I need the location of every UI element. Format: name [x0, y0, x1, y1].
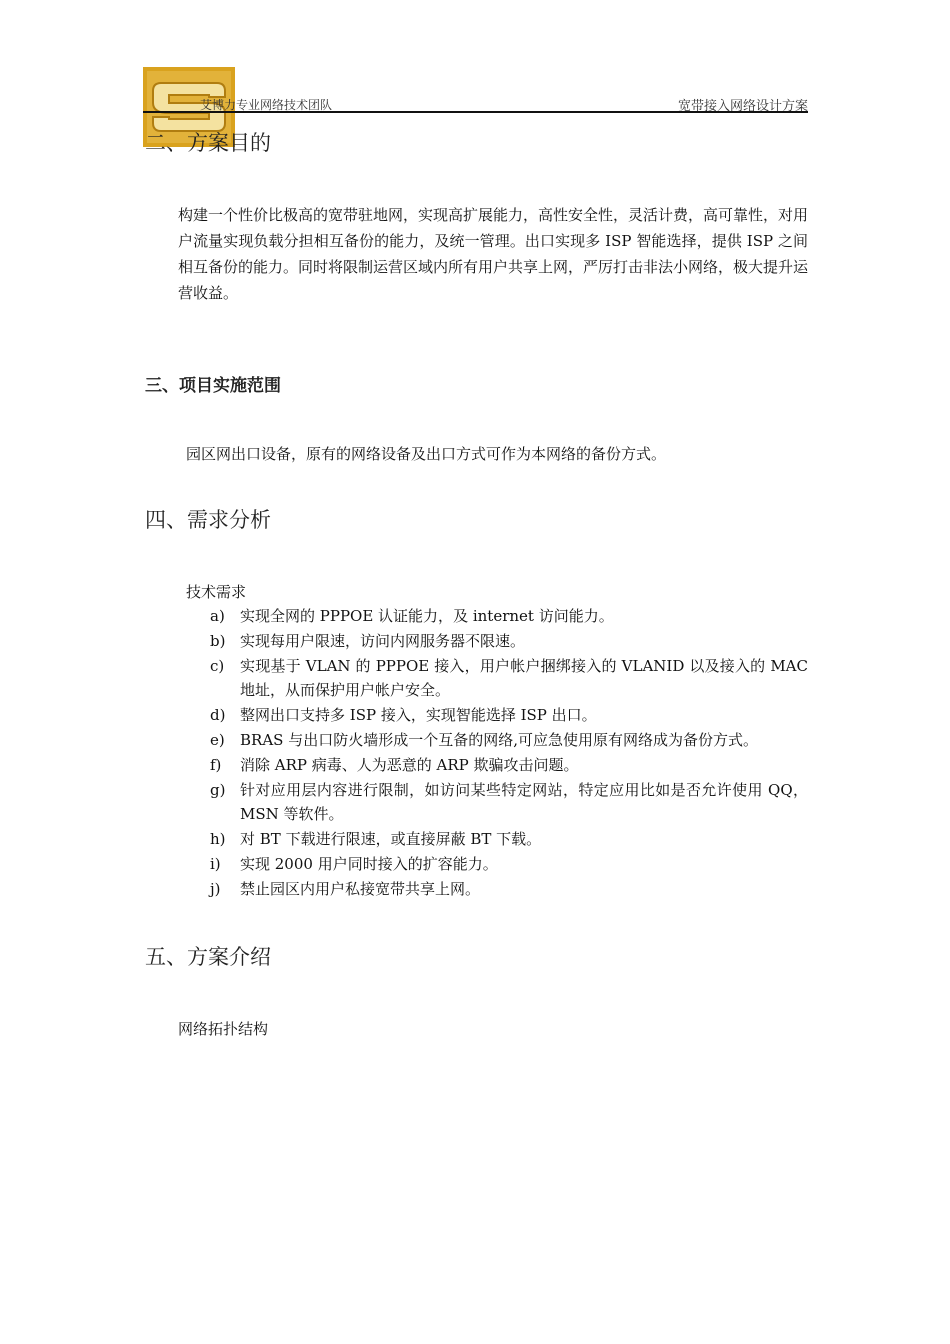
- list-item-text: 实现 2000 用户同时接入的扩容能力。: [240, 854, 498, 873]
- section-title-scope: 三、项目实施范围: [145, 376, 281, 396]
- list-item: [210, 753, 808, 778]
- header-team-name: 艾博力专业网络技术团队: [200, 98, 333, 112]
- list-item-marker: a): [210, 607, 225, 625]
- list-item-text: 实现每用户限速，访问内网服务器不限速。: [240, 631, 526, 650]
- list-item: [210, 703, 808, 728]
- list-item-text: BRAS 与出口防火墙形成一个互备的网络,可应急使用原有网络成为备份方式。: [240, 730, 758, 749]
- list-item-text: 禁止园区内用户私接宽带共享上网。: [240, 879, 481, 898]
- list-item-marker: f): [210, 755, 222, 774]
- header-divider: [143, 111, 808, 113]
- list-item: [210, 778, 808, 828]
- list-item-text: 消除 ARP 病毒、人为恶意的 ARP 欺骗攻击问题。: [240, 755, 579, 774]
- list-item: [210, 728, 808, 753]
- list-item-text: 整网出口支持多 ISP 接入，实现智能选择 ISP 出口。: [240, 706, 597, 725]
- section-title-requirements: 四、需求分析: [145, 508, 271, 532]
- requirements-list: [210, 604, 808, 902]
- topology-subtitle: 网络拓扑结构: [178, 1020, 269, 1038]
- list-item-marker: g): [210, 780, 226, 799]
- list-item-marker: c): [210, 656, 225, 675]
- scope-paragraph: 园区网出口设备，原有的网络设备及出口方式可作为本网络的备份方式。: [186, 445, 667, 463]
- list-item: [210, 877, 808, 902]
- list-item-marker: j): [210, 879, 221, 898]
- list-item-marker: h): [210, 830, 226, 849]
- list-item: [210, 852, 808, 877]
- list-item-marker: i): [210, 854, 221, 873]
- list-item-text: 对 BT 下载进行限速，或直接屏蔽 BT 下载。: [240, 830, 542, 849]
- list-item: [210, 629, 808, 654]
- list-item-marker: e): [210, 730, 225, 749]
- list-item-marker: d): [210, 706, 226, 725]
- section-title-solution: 五、方案介绍: [145, 945, 271, 969]
- list-item-text: 实现基于 VLAN 的 PPPOE 接入，用户帐户捆绑接入的 VLANID 以及接入的 MAC 地址，从而保护用户帐户安全。: [240, 656, 808, 700]
- list-item-text: 针对应用层内容进行限制，如访问某些特定网站，特定应用比如是否允许使用 QQ，MSN 等软件。: [240, 780, 808, 824]
- list-item: [210, 604, 808, 629]
- header-doc-title: 宽带接入网络设计方案: [677, 99, 808, 114]
- tech-requirements-subtitle: 技术需求: [186, 583, 247, 601]
- list-item: [210, 827, 808, 852]
- objective-paragraph: 构建一个性价比极高的宽带驻地网，实现高扩展能力，高性安全性，灵活计费，高可靠性，对用户流量实现负载分担相互备份的能力，及统一管理。出口实现多 ISP 智能选择，提供 ISP 之间相互备份的能力。同时将限制运营区域内所有用户共享上网，严厉打击非法小网络，极大提升运营收益。: [178, 206, 809, 302]
- section-title-objective: 二、方案目的: [145, 131, 271, 155]
- list-item-marker: b): [210, 631, 226, 650]
- list-item: [210, 654, 808, 704]
- list-item-text: 实现全网的 PPPOE 认证能力，及 internet 访问能力。: [240, 607, 614, 625]
